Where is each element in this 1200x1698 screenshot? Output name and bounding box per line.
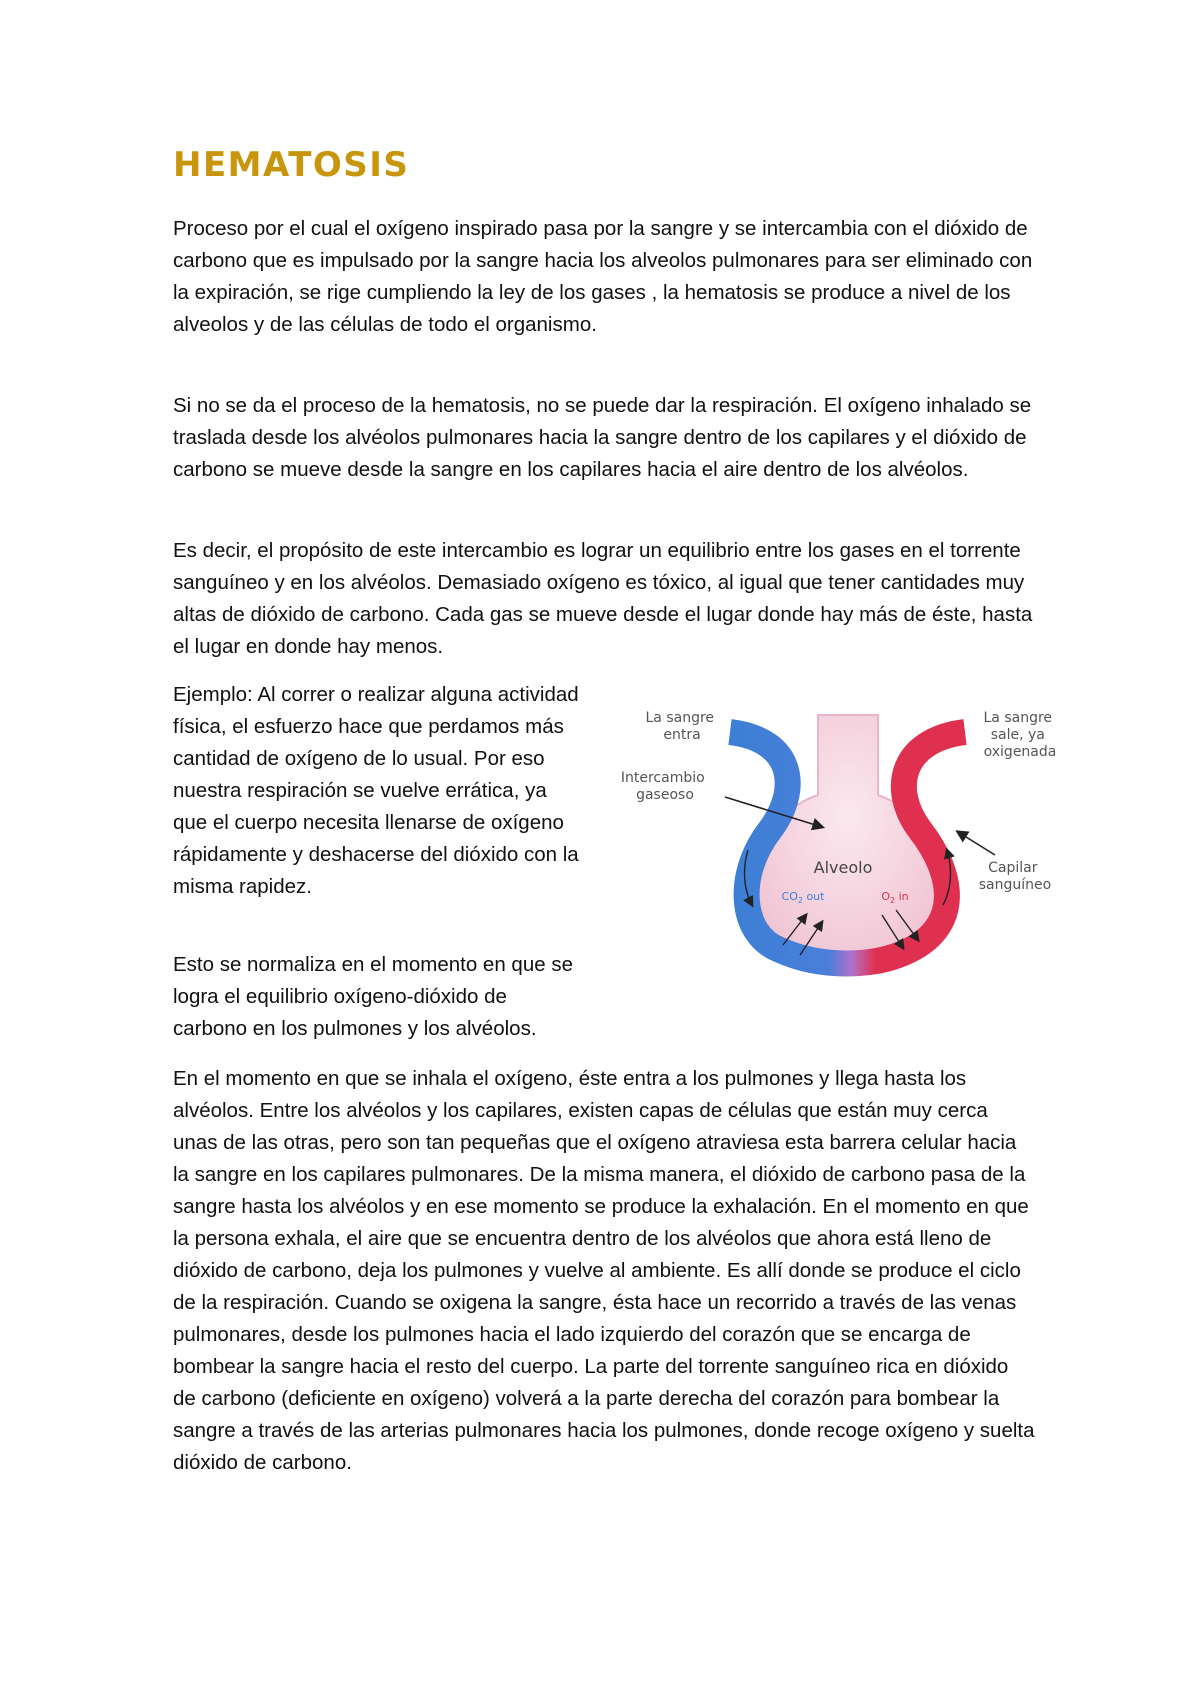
- paragraph-equilibrium: Es decir, el propósito de este intercambio es lograr un equilibrio entre los gases en el torrente sanguíneo y en los alvéolos. Demasiado oxígeno es tóxico, al igual que tener cantidades muy altas de dióxido de carbono. Cada gas se mueve desde el lugar donde hay más de éste, hasta el lugar en donde hay menos.: [173, 539, 1033, 658]
- paragraph-normalization: Esto se normaliza en el momento en que se logra el equilibrio oxígeno-dióxido de carbono en los pulmones y los alvéolos.: [173, 953, 573, 1040]
- paragraph-definition: Proceso por el cual el oxígeno inspirado pasa por la sangre y se intercambia con el dióxido de carbono que es impulsado por la sangre hacia los alveolos pulmonares para ser eliminado con la expiración, se rige cumpliendo la ley de los gases , la hematosis se produce a nivel de los alveolos y de las células de todo el organismo.: [173, 217, 1033, 336]
- paragraph-example: Ejemplo: Al correr o realizar alguna actividad física, el esfuerzo hace que perdamos más cantidad de oxígeno de lo usual. Por eso nuestra respiración se vuelve errática, ya que el cuerpo necesita llenarse de oxígeno rápidamente y deshacerse del dióxido con la misma rapidez.: [173, 683, 579, 898]
- capillary-pointer-arrow: [958, 832, 995, 855]
- label-capillary: Capilar sanguíneo: [978, 860, 1052, 893]
- label-alveolus: Alveolo: [813, 858, 873, 877]
- label-co2-out: $CO_2$ out: [781, 890, 825, 905]
- label-gas-exchange: Intercambio gaseoso: [620, 770, 705, 803]
- page-title: HEMATOSIS: [173, 145, 410, 185]
- paragraph-respiration: Si no se da el proceso de la hematosis, no se puede dar la respiración. El oxígeno inhalado se traslada desde los alvéolos pulmonares hacia la sangre dentro de los capilares y el dióxido de carbono se mueve desde la sangre en los capilares hacia el aire dentro de los alvéolos.: [173, 394, 1032, 481]
- alveolus-diagram: [620, 700, 1060, 1015]
- label-blood-out: La sangre sale, ya oxigenada: [983, 710, 1057, 760]
- label-o2-in: $O_2$ in: [881, 890, 909, 905]
- paragraph-gas-exchange-detail: En el momento en que se inhala el oxígeno, éste entra a los pulmones y llega hasta los alvéolos. Entre los alvéolos y los capilares, existen capas de células que están muy cerca unas de las otras, pero son tan pequeñas que el oxígeno atraviesa esta barrera celular hacia la sangre en los capilares pulmonares. De la misma manera, el dióxido de carbono pasa de la sangre hasta los alvéolos y en ese momento se produce la exhalación. En el momento en que la persona exhala, el aire que se encuentra dentro de los alvéolos que ahora está lleno de dióxido de carbono, deja los pulmones y vuelve al ambiente. Es allí donde se produce el ciclo de la respiración. Cuando se oxigena la sangre, ésta hace un recorrido a través de las venas pulmonares, desde los pulmones hacia el lado izquierdo del corazón que se encarga de bombear la sangre hacia el resto del cuerpo. La parte del torrente sanguíneo rica en dióxido de carbono (deficiente en oxígeno) volverá a la parte derecha del corazón para bombear la sangre a través de las arterias pulmonares hacia los pulmones, donde recoge oxígeno y suelta dióxido de carbono.: [173, 1067, 1035, 1474]
- label-blood-in: La sangre entra: [645, 710, 715, 743]
- alveolus-diagram-svg: [620, 700, 1060, 1015]
